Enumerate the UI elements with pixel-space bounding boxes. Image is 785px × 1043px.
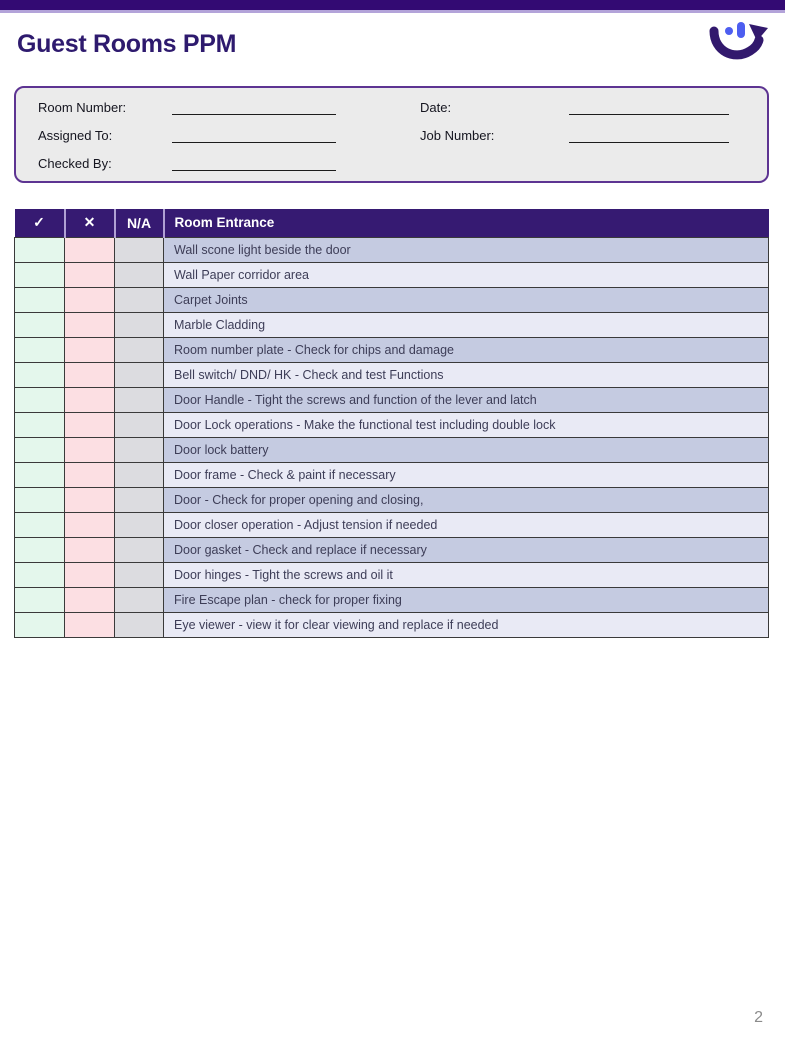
checklist-item-label: Door gasket - Check and replace if necessary xyxy=(164,537,769,562)
table-row xyxy=(15,512,769,537)
section-title-header: Room Entrance xyxy=(164,209,769,237)
check-mark-cell[interactable] xyxy=(15,262,65,287)
checklist-item-label: Door closer operation - Adjust tension if needed xyxy=(164,512,769,537)
table-row xyxy=(15,362,769,387)
cross-mark-cell[interactable] xyxy=(65,437,115,462)
check-mark-cell[interactable] xyxy=(15,237,65,262)
na-column-header: N/A xyxy=(115,209,164,237)
checklist-item-label: Door hinges - Tight the screws and oil it xyxy=(164,562,769,587)
checklist-item-label: Room number plate - Check for chips and damage xyxy=(164,337,769,362)
na-mark-cell[interactable] xyxy=(115,387,164,412)
table-row xyxy=(15,462,769,487)
table-row xyxy=(15,562,769,587)
checklist-item-label: Door Lock operations - Make the functional test including double lock xyxy=(164,412,769,437)
check-mark-cell[interactable] xyxy=(15,587,65,612)
check-mark-cell[interactable] xyxy=(15,312,65,337)
checklist-item-label: Wall scone light beside the door xyxy=(164,237,769,262)
check-column-header: ✓ xyxy=(15,209,65,237)
smile-curve xyxy=(714,31,759,55)
table-row xyxy=(15,237,769,262)
na-mark-cell[interactable] xyxy=(115,312,164,337)
table-row xyxy=(15,262,769,287)
check-mark-cell[interactable] xyxy=(15,412,65,437)
ppm-checklist-table xyxy=(14,209,769,638)
check-mark-cell[interactable] xyxy=(15,387,65,412)
na-mark-cell[interactable] xyxy=(115,612,164,637)
checklist-item-label: Carpet Joints xyxy=(164,287,769,312)
room-number-label: Room Number: xyxy=(38,100,127,115)
arrow-head xyxy=(749,24,768,41)
na-mark-cell[interactable] xyxy=(115,562,164,587)
check-mark-cell[interactable] xyxy=(15,562,65,587)
table-row xyxy=(15,312,769,337)
cross-mark-cell[interactable] xyxy=(65,462,115,487)
cross-mark-cell[interactable] xyxy=(65,537,115,562)
cross-mark-cell[interactable] xyxy=(65,262,115,287)
check-mark-cell[interactable] xyxy=(15,462,65,487)
cross-mark-cell[interactable] xyxy=(65,487,115,512)
na-mark-cell[interactable] xyxy=(115,287,164,312)
checklist-item-label: Eye viewer - view it for clear viewing and replace if needed xyxy=(164,612,769,637)
check-mark-cell[interactable] xyxy=(15,612,65,637)
table-row xyxy=(15,412,769,437)
checked-by-input[interactable] xyxy=(172,170,336,171)
date-input[interactable] xyxy=(569,114,729,115)
cross-column-header: ✕ xyxy=(65,209,115,237)
table-row xyxy=(15,337,769,362)
job-number-label: Job Number: xyxy=(420,128,495,143)
na-mark-cell[interactable] xyxy=(115,337,164,362)
table-row xyxy=(15,537,769,562)
table-row xyxy=(15,487,769,512)
checklist-item-label: Door Handle - Tight the screws and function of the lever and latch xyxy=(164,387,769,412)
date-label: Date: xyxy=(420,100,452,115)
na-mark-cell[interactable] xyxy=(115,362,164,387)
check-mark-cell[interactable] xyxy=(15,287,65,312)
cross-mark-cell[interactable] xyxy=(65,412,115,437)
checklist-item-label: Fire Escape plan - check for proper fixing xyxy=(164,587,769,612)
header-form-box xyxy=(14,86,769,183)
check-mark-cell[interactable] xyxy=(15,337,65,362)
cross-mark-cell[interactable] xyxy=(65,312,115,337)
table-row xyxy=(15,287,769,312)
cross-mark-cell[interactable] xyxy=(65,362,115,387)
cross-mark-cell[interactable] xyxy=(65,337,115,362)
table-row xyxy=(15,437,769,462)
checked-by-label: Checked By: xyxy=(38,156,112,171)
check-mark-cell[interactable] xyxy=(15,512,65,537)
na-mark-cell[interactable] xyxy=(115,437,164,462)
job-number-input[interactable] xyxy=(569,142,729,143)
table-row xyxy=(15,387,769,412)
checklist-item-label: Marble Cladding xyxy=(164,312,769,337)
cross-mark-cell[interactable] xyxy=(65,237,115,262)
checklist-item-label: Wall Paper corridor area xyxy=(164,262,769,287)
na-mark-cell[interactable] xyxy=(115,537,164,562)
assigned-to-label: Assigned To: xyxy=(38,128,113,143)
page-number: 2 xyxy=(754,1009,763,1026)
na-mark-cell[interactable] xyxy=(115,587,164,612)
assigned-to-input[interactable] xyxy=(172,142,336,143)
checklist-body xyxy=(15,237,769,637)
cross-mark-cell[interactable] xyxy=(65,587,115,612)
logo-dot xyxy=(725,27,733,35)
cross-mark-cell[interactable] xyxy=(65,387,115,412)
check-mark-cell[interactable] xyxy=(15,437,65,462)
na-mark-cell[interactable] xyxy=(115,262,164,287)
checklist-item-label: Bell switch/ DND/ HK - Check and test Functions xyxy=(164,362,769,387)
na-mark-cell[interactable] xyxy=(115,462,164,487)
check-mark-cell[interactable] xyxy=(15,487,65,512)
smile-arrow-logo-icon xyxy=(706,21,770,67)
checklist-item-label: Door frame - Check & paint if necessary xyxy=(164,462,769,487)
cross-mark-cell[interactable] xyxy=(65,512,115,537)
na-mark-cell[interactable] xyxy=(115,512,164,537)
cross-mark-cell[interactable] xyxy=(65,612,115,637)
checklist-item-label: Door - Check for proper opening and closing, xyxy=(164,487,769,512)
check-mark-cell[interactable] xyxy=(15,362,65,387)
na-mark-cell[interactable] xyxy=(115,237,164,262)
na-mark-cell[interactable] xyxy=(115,412,164,437)
table-row xyxy=(15,587,769,612)
check-mark-cell[interactable] xyxy=(15,537,65,562)
cross-mark-cell[interactable] xyxy=(65,287,115,312)
cross-mark-cell[interactable] xyxy=(65,562,115,587)
page-title: Guest Rooms PPM xyxy=(17,30,237,58)
top-accent-bar xyxy=(0,0,785,13)
table-header-row xyxy=(15,209,769,237)
checklist-item-label: Door lock battery xyxy=(164,437,769,462)
table-row xyxy=(15,612,769,637)
room-number-input[interactable] xyxy=(172,114,336,115)
logo-pill xyxy=(737,22,745,38)
na-mark-cell[interactable] xyxy=(115,487,164,512)
